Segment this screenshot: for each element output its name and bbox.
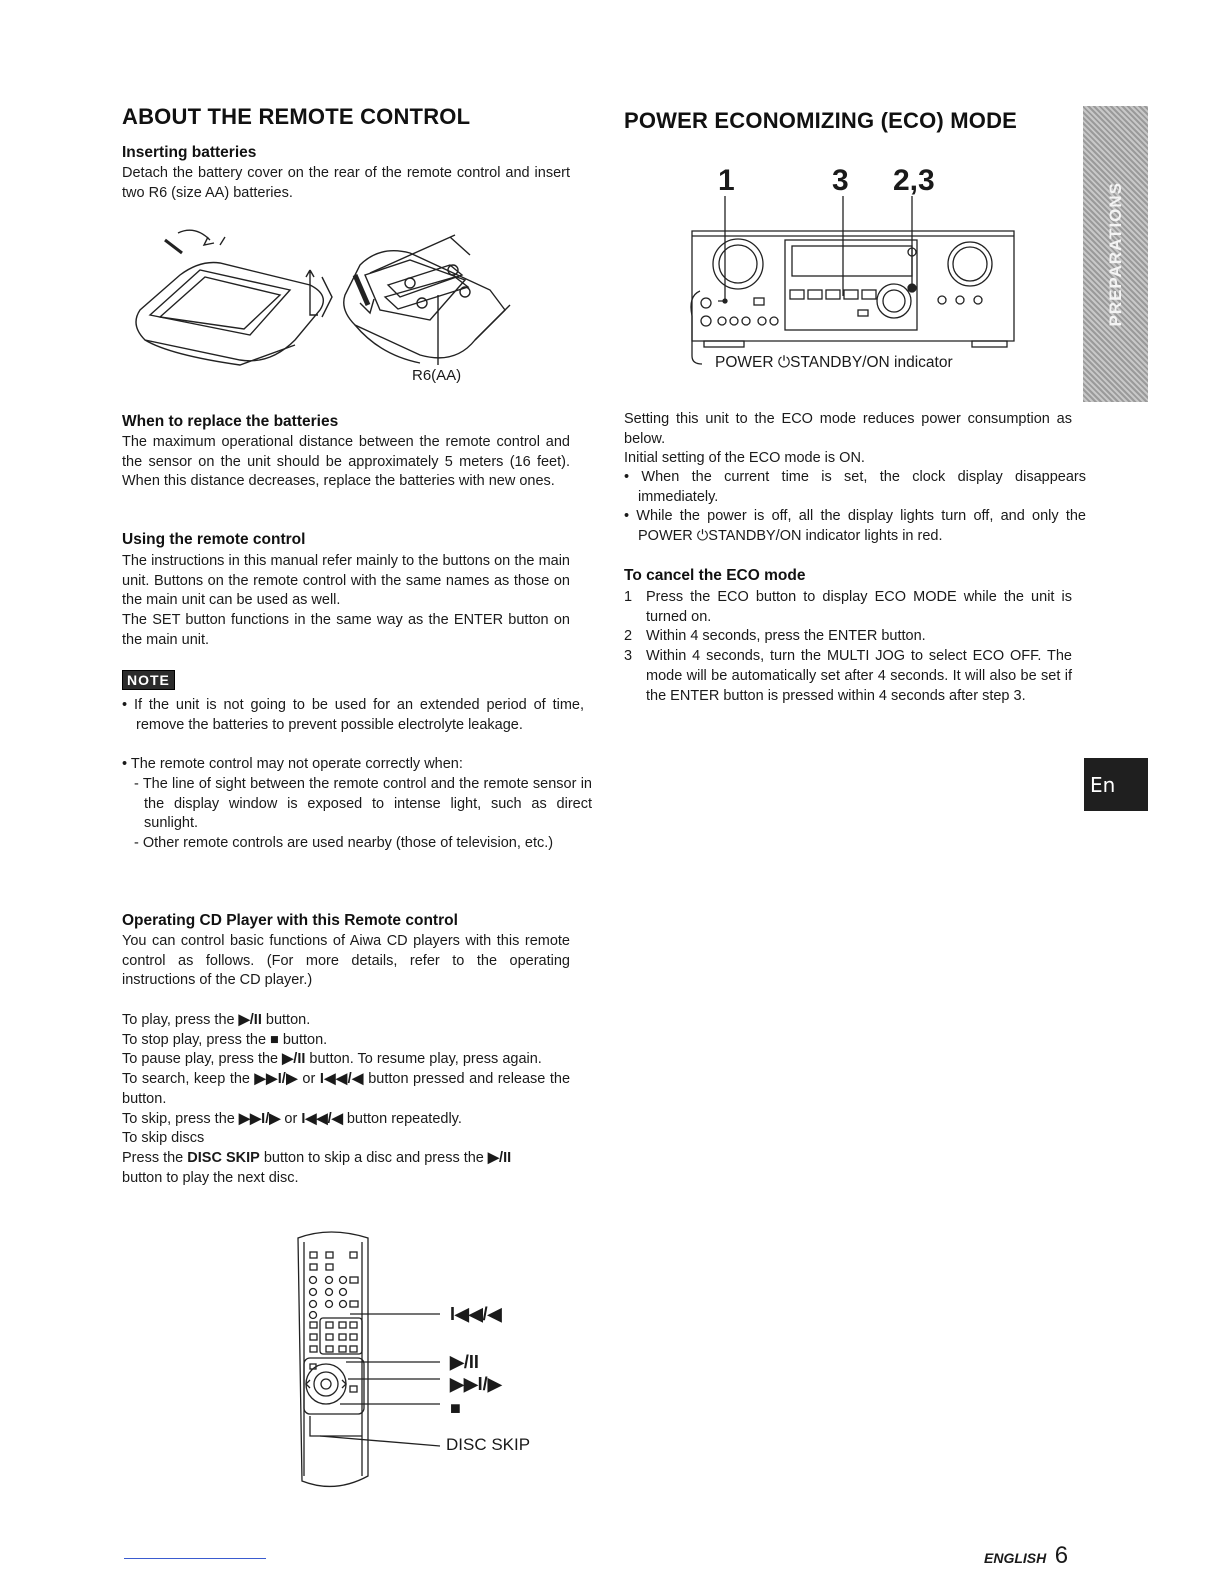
cancel-steps [624, 588, 1072, 706]
heading-cancel-eco: To cancel the ECO mode [624, 567, 806, 584]
heading-replace-batteries: When to replace the batteries [122, 413, 339, 430]
page-footer [984, 1542, 1068, 1570]
heading-inserting-batteries: Inserting batteries [122, 144, 257, 161]
cd-skip: To skip, press the ▶▶I/▶ or I◀◀/◀ button repeatedly. [122, 1110, 462, 1127]
remote-label-stop: ■ [450, 1398, 461, 1418]
note-bullet-2: • The remote control may not operate correctly when: [122, 756, 463, 772]
power-indicator-label: POWER ⏻STANDBY/ON indicator [715, 354, 953, 371]
inserting-text: Detach the battery cover on the rear of the remote control and insert two R6 (size AA) batteries. [122, 165, 570, 201]
cancel-step: 2 Within 4 seconds, press the ENTER button. [624, 628, 926, 645]
heading-operating-cd: Operating CD Player with this Remote control [122, 912, 458, 929]
cd-disc-skip: Press the DISC SKIP button to skip a disc and press the ▶/II button to play the next disc. [122, 1149, 512, 1186]
eco-text-1: Setting this unit to the ECO mode reduces power consumption as below. [624, 411, 1072, 447]
using-text-2: The SET button functions in the same way as the ENTER button on the main unit. [122, 612, 570, 648]
language-tab [1084, 758, 1148, 811]
diagram-label-2-3: 2,3 [893, 164, 935, 197]
cd-stop: To stop play, press the ■ button. [122, 1031, 328, 1048]
diagram-label-3: 3 [832, 164, 849, 197]
battery-label: R6(AA) [412, 367, 462, 384]
remote-illustration [290, 1226, 460, 1496]
eco-bullet-2: • While the power is off, all the display lights turn off, and only the POWER ⏻STANDBY/ON indicator lights in red. [624, 508, 1086, 544]
footer-rule [124, 1558, 266, 1559]
eco-bullet-1: • When the current time is set, the clock display disappears immediately. [624, 469, 1086, 505]
page-number: 6 [1054, 1542, 1069, 1569]
cd-instructions [122, 1011, 570, 1188]
cd-search: To search, keep the ▶▶I/▶ or I◀◀/◀ button pressed and release the button. [122, 1071, 571, 1107]
cd-play: To play, press the ▶/II button. [122, 1012, 311, 1028]
unit-front-diagram [680, 196, 1025, 371]
cd-pause: To pause play, press the ▶/II button. To resume play, press again. [122, 1051, 542, 1068]
preparations-tab-label: PREPARATIONS [1105, 181, 1125, 327]
replace-text: The maximum operational distance between the remote control and the sensor on the unit should be approximately 5 meters (16 feet). When this distance decreases, replace the batteries with new ones. [122, 434, 570, 490]
footer-language: ENGLISH [984, 1550, 1047, 1566]
note-sub-1: - The line of sight between the remote control and the remote sensor in the display window is exposed to intense light, such as direct sunlight. [134, 776, 592, 832]
preparations-tab [1083, 106, 1148, 402]
remote-label-next: ▶▶I/▶ [450, 1374, 502, 1394]
heading-using-remote: Using the remote control [122, 531, 306, 548]
remote-label-disc-skip: DISC SKIP [446, 1435, 531, 1454]
section-title-eco: POWER ECONOMIZING (ECO) MODE [624, 108, 1018, 133]
note-badge [122, 672, 175, 690]
eco-text-2: Initial setting of the ECO mode is ON. [624, 450, 865, 466]
cd-skip-discs: To skip discs [122, 1130, 205, 1147]
diagram-label-1: 1 [718, 164, 735, 197]
note-badge-label: NOTE [122, 670, 175, 690]
cancel-step: 1 Press the ECO button to display ECO MODE while the unit is turned on. [624, 589, 1072, 625]
note-sub-2: - Other remote controls are used nearby (those of television, etc.) [134, 835, 554, 851]
note-bullet-1: • If the unit is not going to be used for an extended period of time, remove the batteries to prevent possible electrolyte leakage. [122, 697, 584, 733]
battery-illustration [120, 215, 520, 390]
remote-label-playpause: ▶/II [450, 1352, 479, 1372]
using-text-1: The instructions in this manual refer mainly to the buttons on the main unit. Buttons on the remote control with the same names as those on the main unit can be used as well. [122, 553, 570, 609]
section-title-remote: ABOUT THE REMOTE CONTROL [122, 104, 471, 129]
cancel-step: 3 Within 4 seconds, turn the MULTI JOG to select ECO OFF. The mode will be automatically set after 4 seconds. It will also be set if the ENTER button is pressed within 4 seconds after step 3. [624, 648, 1072, 704]
cd-intro: You can control basic functions of Aiwa CD players with this remote control as follows. (For more details, refer to the operating instructions of the CD player.) [122, 933, 570, 989]
remote-label-prev: I◀◀/◀ [450, 1304, 502, 1324]
language-tab-label: En [1090, 772, 1116, 797]
